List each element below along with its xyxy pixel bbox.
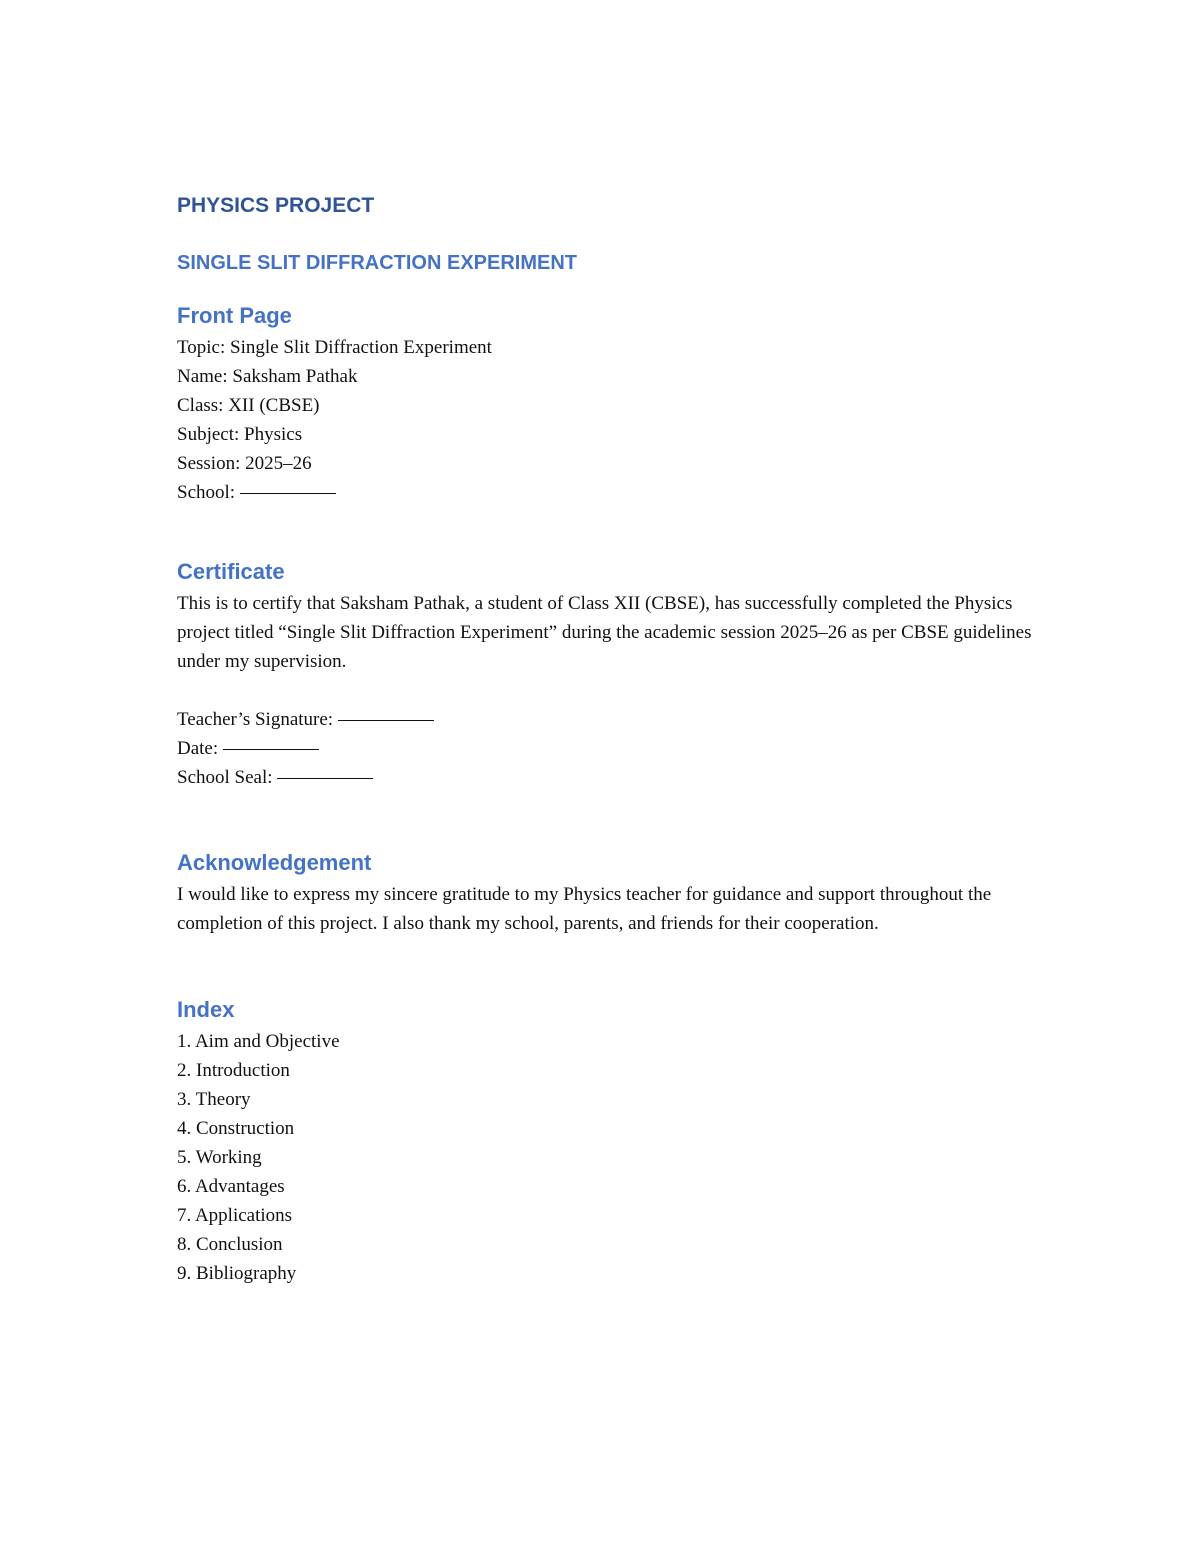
index-item: 3. Theory	[177, 1089, 251, 1110]
front-page-section	[177, 299, 1057, 507]
topic-line: Topic: Single Slit Diffraction Experiment	[177, 337, 492, 358]
certificate-body: This is to certify that Saksham Pathak, a student of Class XII (CBSE), has successfully completed the Physics project titled “Single Slit Diffraction Experiment” during the academic session 2025–26 as per CBSE guidelines under my supervision.	[177, 593, 1032, 672]
subject-line: Subject: Physics	[177, 424, 303, 445]
teacher-signature-line	[177, 705, 1057, 734]
document-page	[177, 190, 1057, 1288]
index-item: 1. Aim and Objective	[177, 1031, 340, 1052]
acknowledgement-section	[177, 846, 1057, 938]
school-seal-line	[177, 763, 1057, 792]
school-line	[177, 478, 1057, 507]
date-line	[177, 734, 1057, 763]
certificate-section	[177, 555, 1057, 792]
index-section	[177, 993, 1057, 1288]
index-heading: Index	[177, 997, 235, 1022]
index-item: 8. Conclusion	[177, 1234, 283, 1255]
teacher-signature-label: Teacher’s Signature:	[177, 709, 334, 730]
index-item: 9. Bibliography	[177, 1263, 297, 1284]
index-item: 6. Advantages	[177, 1176, 285, 1197]
acknowledgement-body: I would like to express my sincere gratitude to my Physics teacher for guidance and support throughout the completion of this project. I also thank my school, parents, and friends for their cooperation.	[177, 884, 992, 934]
teacher-signature-blank	[338, 720, 434, 721]
school-seal-label: School Seal:	[177, 767, 273, 788]
document-title: PHYSICS PROJECT	[177, 194, 375, 217]
spacer	[177, 676, 1057, 705]
index-item: 2. Introduction	[177, 1060, 290, 1081]
date-label: Date:	[177, 738, 219, 759]
school-blank	[240, 493, 336, 494]
class-line: Class: XII (CBSE)	[177, 395, 320, 416]
acknowledgement-heading: Acknowledgement	[177, 850, 372, 875]
session-line: Session: 2025–26	[177, 453, 312, 474]
index-item: 7. Applications	[177, 1205, 293, 1226]
front-page-heading: Front Page	[177, 303, 292, 328]
school-label: School:	[177, 482, 236, 503]
index-item: 4. Construction	[177, 1118, 295, 1139]
index-item: 5. Working	[177, 1147, 262, 1168]
name-line: Name: Saksham Pathak	[177, 366, 358, 387]
document-subtitle: SINGLE SLIT DIFFRACTION EXPERIMENT	[177, 252, 578, 274]
certificate-heading: Certificate	[177, 559, 285, 584]
date-blank	[223, 749, 319, 750]
school-seal-blank	[277, 778, 373, 779]
